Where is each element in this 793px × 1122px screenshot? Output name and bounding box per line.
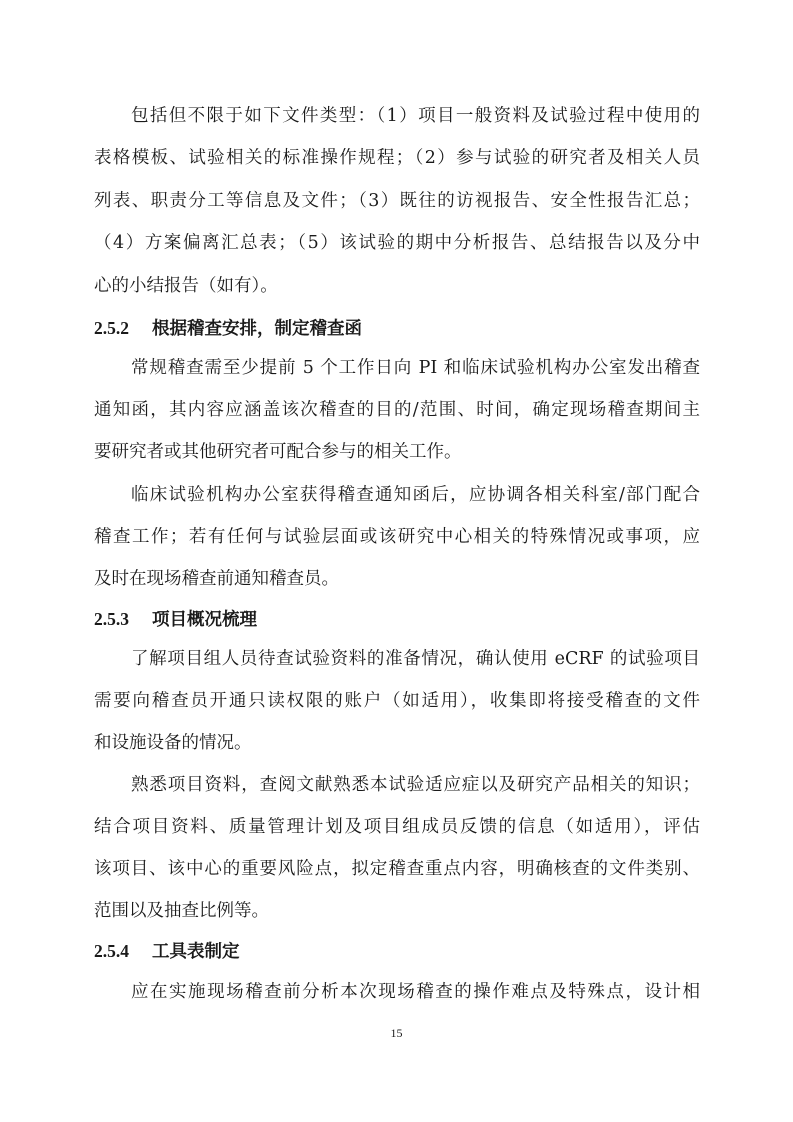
paragraph-line: 要研究者或其他研究者可配合参与的相关工作。 — [94, 442, 462, 462]
paragraph-line: 范围以及抽查比例等。 — [94, 901, 269, 921]
paragraph-line: 结合项目资料、质量管理计划及项目组成员反馈的信息（如适用），评估 — [94, 817, 700, 837]
paragraph-line: 心的小结报告（如有）。 — [94, 276, 278, 296]
paragraph-line: 包括但不限于如下文件类型：（1）项目一般资料及试验过程中使用的 — [131, 106, 700, 126]
section-heading-2-5-2 — [94, 316, 700, 341]
paragraph-line: 应在实施现场稽查前分析本次现场稽查的操作难点及特殊点，设计相 — [131, 982, 700, 1002]
paragraph-line: 该项目、该中心的重要风险点，拟定稽查重点内容，明确核查的文件类别、 — [94, 859, 700, 879]
section-heading-2-5-3 — [94, 607, 700, 632]
paragraph-line: （4）方案偏离汇总表；（5）该试验的期中分析报告、总结报告以及分中 — [94, 233, 700, 253]
paragraph-line: 通知函，其内容应涵盖该次稽查的目的/范围、时间，确定现场稽查期间主 — [94, 400, 700, 420]
page-number: 15 — [390, 1026, 403, 1040]
paragraph-line: 需要向稽查员开通只读权限的账户（如适用），收集即将接受稽查的文件 — [94, 691, 700, 711]
section-number: 2.5.4 — [94, 941, 129, 961]
section-title: 工具表制定 — [152, 942, 240, 962]
paragraph-line: 稽查工作；若有任何与试验层面或该研究中心相关的特殊情况或事项，应 — [94, 527, 700, 547]
paragraph-line: 表格模板、试验相关的标准操作规程；（2）参与试验的研究者及相关人员 — [94, 148, 700, 168]
section-number: 2.5.3 — [94, 609, 129, 629]
paragraph-line: 熟悉项目资料，查阅文献熟悉本试验适应症以及研究产品相关的知识； — [131, 775, 700, 795]
section-number: 2.5.2 — [94, 318, 129, 338]
paragraph-line: 临床试验机构办公室获得稽查通知函后，应协调各相关科室/部门配合 — [131, 485, 700, 505]
paragraph-line: 列表、职责分工等信息及文件；（3）既往的访视报告、安全性报告汇总； — [94, 191, 700, 211]
paragraph-line: 了解项目组人员待查试验资料的准备情况，确认使用 eCRF 的试验项目 — [131, 649, 700, 669]
paragraph-line: 和设施设备的情况。 — [94, 733, 252, 753]
paragraph-line: 及时在现场稽查前通知稽查员。 — [94, 569, 339, 589]
section-title: 项目概况梳理 — [152, 610, 257, 630]
paragraph-line: 常规稽查需至少提前 5 个工作日向 PI 和临床试验机构办公室发出稽查 — [131, 358, 700, 378]
section-title: 根据稽查安排，制定稽查函 — [152, 319, 362, 339]
section-heading-2-5-4 — [94, 939, 700, 964]
